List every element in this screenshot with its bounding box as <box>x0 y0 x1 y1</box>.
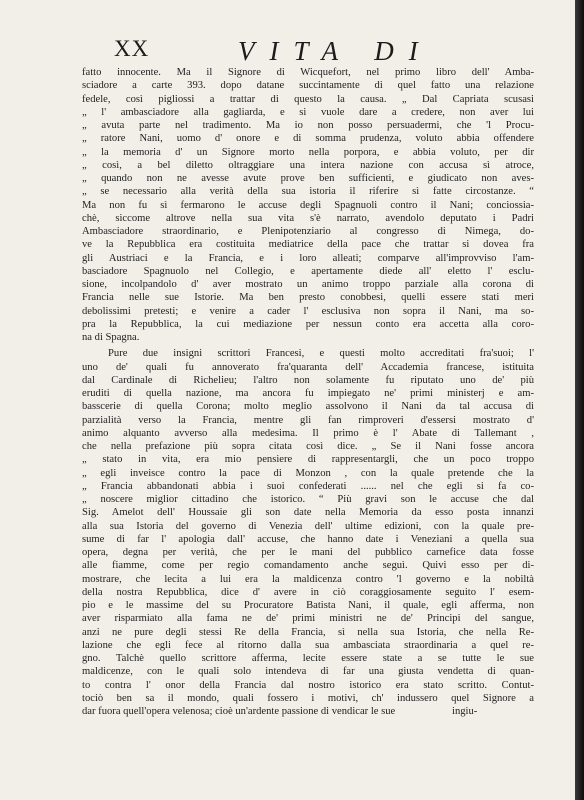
text-line: „ se necessario alla verità della sua istoria il riferire sì fatte circostanze. “ <box>82 186 534 198</box>
text-line: ve la Repubblica era costituita mediatrice della pace che trattar si dovea fra <box>82 239 534 251</box>
text-line: pra la Repubblica, la cui mediazione per nessun conto era accetta alla coro- <box>82 318 534 330</box>
text-line: „ ratore Nani, uomo d' onore e di somma prudenza, voluto abbia offendere <box>82 133 534 145</box>
catchword: ingiu- <box>452 706 478 717</box>
text-line: sume di far l' apologia dall' accuse, che hanno date i Veneziani a quella sua <box>82 533 534 545</box>
text-line: Ma non fu sì fermarono le accuse degli Spagnuoli contro il Nani; conciossia- <box>82 199 534 211</box>
text-line: „ avuta parte nel tradimento. Ma io non posso persuadermi, che 'l Procu- <box>82 120 534 131</box>
text-line: „ così, a bel diletto oltraggiare una intera nazione con accusa sì atroce, <box>82 159 534 171</box>
text-line: maldicenze, con le quali solo intendeva di far una giusta vendetta di quan- <box>82 666 534 678</box>
text-line: „ noscere miglior cittadino che istorico. “ Più gravi son le accuse che dal <box>82 494 534 505</box>
text-line: tociò ben sa il mondo, quali fossero i motivi, ch' indussero quel Signore a <box>82 692 534 704</box>
text-line: fedele, così pigliossi a trattar di questo la causa. „ Dal Capriata scusasi <box>82 93 534 105</box>
text-line: animo alquanto avverso alla medesima. Il primo è l' Abate di Tallemant , <box>82 427 534 439</box>
text-line: fatto innocente. Ma il Signore di Wicquefort, nel primo libro dell' Amba- <box>82 67 534 78</box>
running-title: VITA DI <box>238 36 433 66</box>
text-line: gno. Talchè quello scrittore afferma, lecite essere state a se tutte le sue <box>82 653 534 664</box>
text-line: eruditi di quella nazione, ma ancora fu impiegato ne' primi ministerj e am- <box>82 388 534 399</box>
text-line: chè, siccome altrove nella sua vita s'è narrato, avendolo deputato i Padri <box>82 212 534 224</box>
text-line: basciadore Spagnuolo nel Collegio, e apertamente diede all' eletto l' esclu- <box>82 265 534 277</box>
text-line: sciadore a carte 393. dopo datane succintamente di quel fatto una relazione <box>82 80 534 92</box>
text-line: „ quando non ne avesse avute prove ben sufficienti, e giudicato non aves- <box>82 173 534 184</box>
text-line: mostrare, che lecita a lui era la maldicenza contro 'l governo e la nobiltà <box>82 573 534 585</box>
page-header <box>114 36 554 66</box>
text-line: sione, incolpandolo d' aver mostrato un animo troppo parziale alla corona di <box>82 279 534 290</box>
text-line: aver risparmiato alla fama ne de' primi ministri ne de' Principi del sangue, <box>82 613 534 625</box>
text-line: pio e le massime del su Procuratore Batista Nani, il quale, egli afferma, non <box>82 600 534 611</box>
text-line: „ egli inveisce contro la pace di Monzon , con la quale pretende che la <box>82 467 534 479</box>
text-line: „ Francia abbandonati abbia i suoi confederati ...... nel che egli si fa co- <box>82 480 534 492</box>
text-line: dal Cardinale di Richelieu; l'altro non solamente fu riputato uno de' più <box>82 374 534 386</box>
text-line: „ la memoria d' un Signore morto nella porpora, e abbia voluto, per dir <box>82 146 534 158</box>
text-line: uno de' quali fu annoverato fra'quaranta dell' Accademia francese, istituita <box>82 361 534 373</box>
text-line: Pure due insigni scrittori Francesi, e questi molto accreditati fra'suoi; l' <box>108 348 534 360</box>
body-text <box>82 66 534 718</box>
text-line: opera, degna per verità, che per le mani del pubblico carnefice data fosse <box>82 547 534 558</box>
text-line: anzi ne pure degli stessi Re della Francia, sì nella sua Istoria, che nella Re- <box>82 626 534 638</box>
text-line: Ambasciadore straordinario, e Plenipotenziario al congresso di Nimega, do- <box>82 226 534 237</box>
text-line: „ l' ambasciadore alla gagliarda, e si vuole dare a credere, non aver lui <box>82 106 534 118</box>
text-line: parzialità verso la Francia, mentre gli fan rimproveri d'essersi mostrato d' <box>82 414 534 426</box>
text-line: na di Spagna. <box>82 332 140 343</box>
text-line: gli Austriaci e la Francia, e i loro alleati; comparve all'improvviso l'am- <box>82 252 534 264</box>
text-line: alle fiamme, come per regio comandamento anche seguì. Quivi esso per di- <box>82 560 534 572</box>
book-spine-shadow <box>575 0 584 800</box>
page-number: XX <box>114 36 150 61</box>
text-line: basscerie di quella Corona; molto meglio assolvono il Nani da tal accusa di <box>82 401 534 413</box>
text-line: Sig. Amelot dell' Houssaie gli son date nella Memoria da esso posta innanzi <box>82 507 534 519</box>
text-line: alla sua Istoria del governo di Venezia dell' ultime edizioni, con la quale pre- <box>82 520 534 532</box>
text-line: lazione che egli fece al ritorno dalla sua ambasciata straordinaria a quel re- <box>82 639 534 651</box>
text-line: to contra l' onor della Francia dal nostro istorico era stato scritto. Contut- <box>82 679 534 691</box>
text-line: Francia nelle sue Istorie. Ma ben presto conobbesi, quelli essere stati meri <box>82 292 534 304</box>
text-line: dar fuora quell'opera velenosa; cioè un'ardente passione di vendicar le sue <box>82 706 396 717</box>
text-line: della nostra Repubblica, dice d' avere in ciò coraggiosamente seguito l' esem- <box>82 586 534 598</box>
text-line: che nella prefazione più sopra citata così dice. „ Se il Nani fosse ancora <box>82 441 534 452</box>
text-line: debolissimi pretesti; e venire a cader l' esclusiva non sopra il Nani, ma so- <box>82 305 534 317</box>
text-line: „ stato in vita, era mio pensiere di rappresentargli, che un poco troppo <box>82 454 534 466</box>
